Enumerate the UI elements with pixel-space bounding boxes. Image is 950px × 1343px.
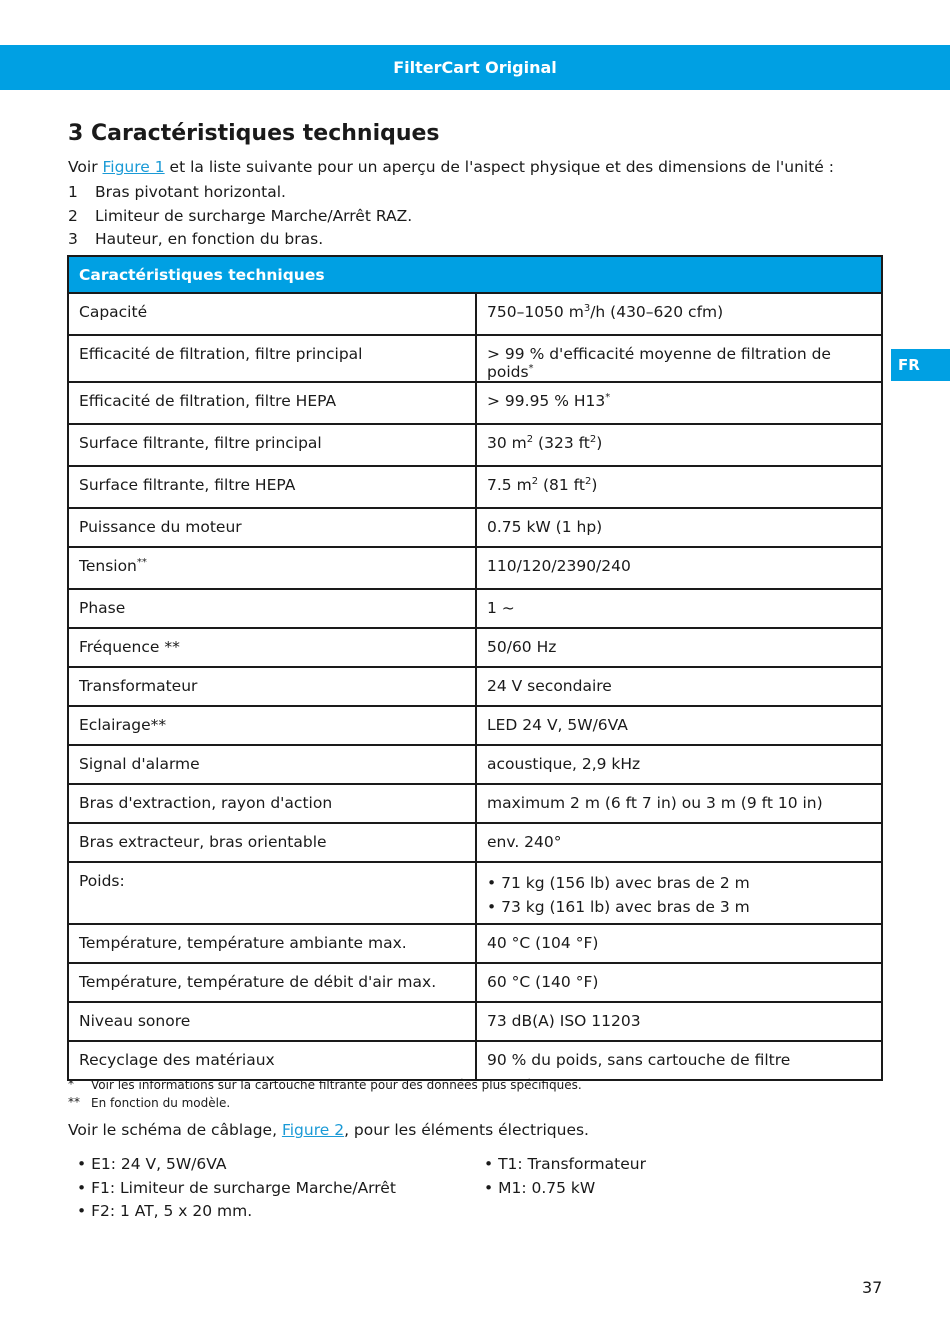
spec-key: Eclairage** — [68, 706, 476, 745]
footnote-mark: * — [68, 1077, 74, 1091]
spec-value: 40 °C (104 °F) — [476, 924, 882, 963]
table-header: Caractéristiques techniques — [68, 256, 882, 293]
spec-key: Bras extracteur, bras orientable — [68, 823, 476, 862]
value-text-after: ) — [591, 476, 598, 495]
list-item — [68, 205, 412, 229]
spec-key: Efficacité de filtration, filtre principal — [68, 335, 476, 382]
table-row — [68, 745, 882, 784]
spec-value — [476, 862, 882, 924]
spec-value: env. 240° — [476, 823, 882, 862]
table-header-row — [68, 256, 882, 293]
item-number: 1 — [68, 183, 78, 201]
spec-value: 73 dB(A) ISO 11203 — [476, 1002, 882, 1041]
value-text-mid: (323 ft — [533, 434, 590, 453]
electrical-item: • F1: Limiteur de surcharge Marche/Arrêt — [77, 1177, 396, 1201]
spec-key: Niveau sonore — [68, 1002, 476, 1041]
spec-key: Température, température ambiante max. — [68, 924, 476, 963]
footnote-text: Voir les informations sur la cartouche filtrante pour des données plus spécifiques. — [91, 1078, 582, 1092]
spec-key: Transformateur — [68, 667, 476, 706]
spec-key: Surface filtrante, filtre principal — [68, 424, 476, 466]
weight-item: • 71 kg (156 lb) avec bras de 2 m — [487, 872, 871, 896]
spec-value: 90 % du poids, sans cartouche de filtre — [476, 1041, 882, 1080]
item-text: Hauteur, en fonction du bras. — [95, 230, 324, 248]
spec-value: 50/60 Hz — [476, 628, 882, 667]
table-row — [68, 924, 882, 963]
spec-key: Recyclage des matériaux — [68, 1041, 476, 1080]
wiring-text-after: , pour les éléments électriques. — [344, 1121, 589, 1139]
intro-paragraph — [68, 158, 834, 176]
item-text: Bras pivotant horizontal. — [95, 183, 286, 201]
item-number: 3 — [68, 230, 78, 248]
figure-2-link[interactable]: Figure 2 — [281, 1121, 345, 1139]
electrical-item: • M1: 0.75 kW — [484, 1177, 646, 1201]
numbered-list — [68, 181, 412, 252]
spec-value — [476, 424, 882, 466]
value-sup: 3 — [583, 303, 591, 314]
item-number: 2 — [68, 206, 78, 225]
key-text: Tension — [79, 557, 137, 576]
footnote-mark: ** — [68, 1095, 80, 1109]
spec-value — [476, 335, 882, 382]
electrical-list-left — [77, 1153, 396, 1224]
weight-item: • 73 kg (161 lb) avec bras de 3 m — [487, 896, 871, 920]
key-sup: ** — [136, 557, 147, 569]
table-row — [68, 628, 882, 667]
spec-value: maximum 2 m (6 ft 7 in) ou 3 m (9 ft 10 in) — [476, 784, 882, 823]
electrical-list-right — [484, 1153, 646, 1200]
table-row — [68, 335, 882, 382]
wiring-paragraph — [68, 1121, 589, 1139]
intro-text-after: et la liste suivante pour un aperçu de l'aspect physique et des dimensions de l'unité : — [164, 158, 834, 176]
table-row — [68, 466, 882, 508]
spec-value: 24 V secondaire — [476, 667, 882, 706]
value-text: 750–1050 m — [487, 303, 584, 322]
wiring-text-before: Voir le schéma de câblage, — [68, 1121, 282, 1139]
value-text: > 99 % d'efficacité moyenne de filtration de poids — [487, 345, 831, 382]
spec-value: 110/120/2390/240 — [476, 547, 882, 589]
spec-key: Bras d'extraction, rayon d'action — [68, 784, 476, 823]
table-row — [68, 424, 882, 466]
page-number: 37 — [862, 1278, 883, 1297]
value-text: 7.5 m — [487, 476, 532, 495]
table-row — [68, 784, 882, 823]
spec-value: LED 24 V, 5W/6VA — [476, 706, 882, 745]
table-row — [68, 589, 882, 628]
intro-text-before: Voir — [68, 158, 103, 176]
spec-value: 1 ~ — [476, 589, 882, 628]
table-row — [68, 1002, 882, 1041]
value-text: 30 m — [487, 434, 527, 453]
language-tab[interactable]: FR — [891, 349, 950, 381]
spec-value: 0.75 kW (1 hp) — [476, 508, 882, 547]
list-item — [68, 228, 412, 252]
table-row — [68, 862, 882, 924]
spec-key: Capacité — [68, 293, 476, 335]
table-row — [68, 1041, 882, 1080]
table-row — [68, 508, 882, 547]
electrical-item: • T1: Transformateur — [484, 1153, 646, 1177]
table-row — [68, 706, 882, 745]
spec-key: Signal d'alarme — [68, 745, 476, 784]
spec-key: Fréquence ** — [68, 628, 476, 667]
header-bar — [0, 45, 950, 90]
value-sup: 2 — [526, 434, 534, 446]
spec-value — [476, 466, 882, 508]
spec-value: 60 °C (140 °F) — [476, 963, 882, 1002]
value-sup-2: 2 — [584, 476, 592, 488]
table-row — [68, 823, 882, 862]
footnote — [68, 1078, 582, 1096]
specs-table — [67, 255, 883, 1081]
document-title: FilterCart Original — [393, 58, 557, 77]
footnote-text: En fonction du modèle. — [91, 1096, 231, 1110]
footnote — [68, 1096, 582, 1114]
value-text: > 99.95 % H13 — [487, 392, 606, 411]
table-row — [68, 547, 882, 589]
spec-key: Température, température de débit d'air max. — [68, 963, 476, 1002]
spec-value — [476, 382, 882, 424]
table-row — [68, 293, 882, 335]
weight-list — [487, 872, 871, 919]
spec-key: Surface filtrante, filtre HEPA — [68, 466, 476, 508]
table-row — [68, 382, 882, 424]
value-text-after: ) — [596, 434, 603, 453]
spec-value — [476, 293, 882, 335]
table-row — [68, 963, 882, 1002]
value-sup: 2 — [531, 476, 539, 488]
value-text-after: /h (430–620 cfm) — [590, 303, 724, 322]
figure-1-link[interactable]: Figure 1 — [102, 158, 165, 176]
list-item — [68, 181, 412, 205]
electrical-item: • F2: 1 AT, 5 x 20 mm. — [77, 1200, 396, 1224]
spec-key: Efficacité de filtration, filtre HEPA — [68, 382, 476, 424]
item-text: Limiteur de surcharge Marche/Arrêt RAZ. — [95, 206, 413, 225]
footnotes — [68, 1078, 582, 1114]
value-text-mid: (81 ft — [538, 476, 585, 495]
spec-key: Phase — [68, 589, 476, 628]
value-sup: * — [605, 392, 611, 404]
section-heading: 3 Caractéristiques techniques — [68, 121, 440, 146]
value-sup-2: 2 — [589, 434, 597, 446]
spec-key: Poids: — [68, 862, 476, 924]
spec-value: acoustique, 2,9 kHz — [476, 745, 882, 784]
spec-key — [68, 547, 476, 589]
table-row — [68, 667, 882, 706]
value-sup: * — [528, 363, 534, 374]
electrical-item: • E1: 24 V, 5W/6VA — [77, 1153, 396, 1177]
spec-key: Puissance du moteur — [68, 508, 476, 547]
